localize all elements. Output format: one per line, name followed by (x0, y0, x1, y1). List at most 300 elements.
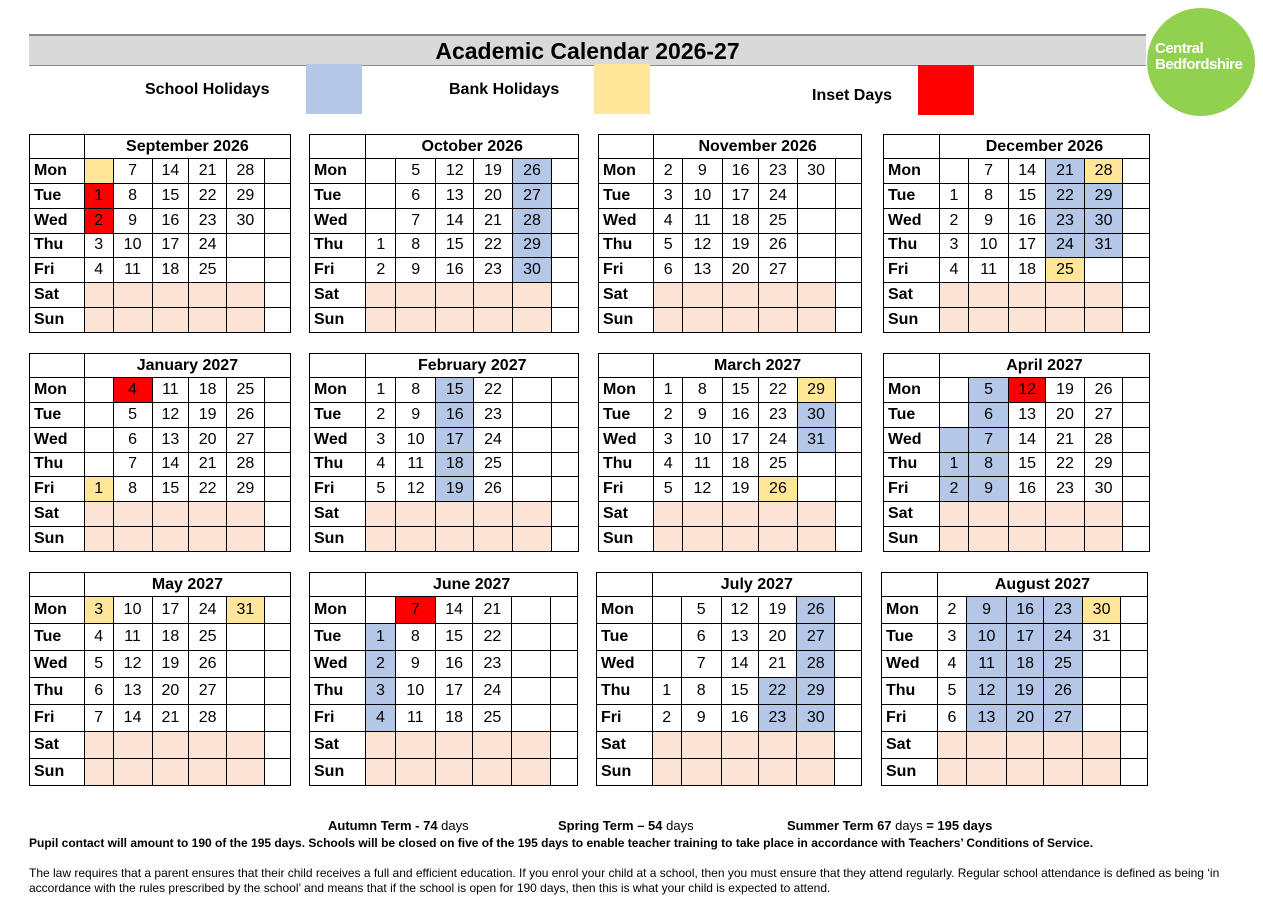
corner-cell (310, 573, 366, 597)
school-holiday-day: 29 (513, 233, 552, 258)
day-cell: 16 (152, 208, 189, 233)
week-day-row (599, 258, 862, 283)
week-day-row (599, 427, 862, 452)
day-cell (797, 477, 835, 502)
day-cell (366, 159, 396, 184)
day-cell: 14 (436, 208, 474, 233)
weekend-cell (969, 308, 1009, 333)
weekend-cell (654, 308, 683, 333)
day-cell (264, 159, 290, 184)
week-day-row (597, 705, 862, 732)
day-label: Tue (30, 402, 85, 427)
day-label: Mon (30, 378, 85, 403)
weekend-cell (654, 502, 683, 527)
day-cell: 23 (759, 159, 797, 184)
week-day-row (884, 183, 1150, 208)
week-day-row (882, 705, 1148, 732)
week-day-row (310, 402, 579, 427)
day-cell: 4 (84, 624, 113, 651)
week-day-row (599, 159, 862, 184)
month-title: April 2027 (939, 354, 1149, 378)
school-holiday-day: 30 (797, 402, 835, 427)
day-cell (264, 597, 290, 624)
day-cell: 4 (654, 208, 683, 233)
day-cell: 14 (1009, 427, 1046, 452)
day-cell (1121, 705, 1148, 732)
day-cell: 7 (113, 452, 152, 477)
day-cell (227, 258, 265, 283)
weekend-cell (1121, 759, 1148, 786)
day-label: Tue (882, 624, 938, 651)
spring-term-unit: days (662, 818, 694, 833)
day-cell: 14 (152, 159, 189, 184)
day-cell (264, 651, 290, 678)
day-cell: 25 (227, 378, 265, 403)
weekend-cell (366, 502, 396, 527)
week-day-row (30, 258, 291, 283)
day-cell (1121, 624, 1148, 651)
day-cell: 28 (189, 705, 227, 732)
day-cell: 3 (939, 233, 968, 258)
week-day-row (599, 477, 862, 502)
corner-cell (884, 354, 940, 378)
day-cell (227, 678, 265, 705)
day-cell: 26 (189, 651, 227, 678)
day-cell (264, 208, 290, 233)
day-cell: 10 (969, 233, 1009, 258)
day-cell: 20 (722, 258, 759, 283)
weekend-cell (967, 732, 1007, 759)
day-cell: 5 (366, 477, 396, 502)
day-cell: 5 (654, 233, 683, 258)
day-cell: 11 (113, 258, 152, 283)
week-day-row (310, 732, 578, 759)
autumn-term-unit: days (437, 818, 469, 833)
weekend-cell (759, 283, 797, 308)
inset-day: 1 (84, 183, 113, 208)
day-cell (835, 452, 861, 477)
inset-day: 4 (113, 378, 152, 403)
week-day-row (310, 527, 579, 552)
month-calendar (881, 572, 1148, 786)
weekend-cell (939, 308, 968, 333)
day-label: Wed (310, 651, 366, 678)
weekend-cell (264, 502, 290, 527)
day-cell (1082, 678, 1121, 705)
day-cell: 20 (1046, 402, 1085, 427)
day-label: Wed (310, 427, 366, 452)
weekend-cell (835, 502, 861, 527)
month-calendar (598, 353, 862, 552)
day-label: Fri (310, 705, 366, 732)
weekend-cell (797, 283, 835, 308)
day-cell (797, 233, 835, 258)
day-cell (835, 233, 861, 258)
day-cell: 26 (1084, 378, 1123, 403)
weekend-cell (721, 732, 758, 759)
day-cell (552, 452, 579, 477)
school-holiday-day: 26 (1044, 678, 1083, 705)
weekend-cell (835, 759, 862, 786)
week-day-row (30, 651, 291, 678)
day-cell (264, 183, 290, 208)
school-holiday-day: 29 (1084, 183, 1123, 208)
day-label: Thu (599, 233, 654, 258)
day-cell: 8 (113, 477, 152, 502)
week-day-row (882, 732, 1148, 759)
month-calendar (29, 134, 291, 333)
week-day-row (310, 283, 579, 308)
day-cell: 1 (366, 378, 396, 403)
day-cell: 9 (396, 258, 436, 283)
day-cell (227, 624, 265, 651)
day-label: Sat (884, 502, 940, 527)
weekend-cell (396, 527, 436, 552)
weekend-cell (683, 283, 722, 308)
day-cell (264, 624, 290, 651)
week-day-row (599, 283, 862, 308)
day-label: Tue (597, 624, 653, 651)
month-title: March 2027 (654, 354, 862, 378)
weekend-cell (227, 502, 265, 527)
day-cell (513, 477, 552, 502)
day-cell: 2 (652, 705, 681, 732)
day-cell: 18 (1009, 258, 1046, 283)
weekend-cell (152, 308, 189, 333)
corner-cell (599, 135, 654, 159)
school-holiday-day: 19 (1007, 678, 1044, 705)
day-label: Thu (310, 452, 366, 477)
day-cell: 18 (435, 705, 473, 732)
day-cell: 24 (759, 427, 797, 452)
day-cell: 13 (436, 183, 474, 208)
day-label: Sun (599, 308, 654, 333)
week-day-row (597, 759, 862, 786)
day-cell: 11 (152, 378, 189, 403)
week-day-row (884, 233, 1150, 258)
week-day-row (30, 308, 291, 333)
day-cell: 20 (474, 183, 513, 208)
day-cell (1082, 651, 1121, 678)
school-holiday-day: 16 (436, 402, 474, 427)
day-label: Mon (310, 378, 366, 403)
week-day-row (599, 183, 862, 208)
day-cell: 24 (189, 597, 227, 624)
day-cell: 2 (937, 597, 966, 624)
school-holiday-day: 27 (797, 624, 835, 651)
pupil-contact-note: Pupil contact will amount to 190 of the 195 days. Schools will be closed on five of the 195 days to enable teacher training to take place in accordance with Teachers’ Conditions of Service. (29, 836, 1094, 850)
weekend-cell (474, 527, 513, 552)
weekend-cell (473, 759, 512, 786)
month-calendar (598, 134, 862, 333)
day-cell (227, 651, 265, 678)
day-cell (835, 678, 862, 705)
week-day-row (310, 208, 579, 233)
bank-holiday-day: 1 (84, 477, 113, 502)
weekend-cell (513, 283, 552, 308)
day-cell: 15 (435, 624, 473, 651)
weekend-cell (1046, 283, 1085, 308)
day-cell: 21 (189, 452, 227, 477)
day-cell (835, 183, 861, 208)
week-day-row (884, 208, 1150, 233)
weekend-cell (1082, 732, 1121, 759)
month-calendar (309, 572, 578, 786)
month-calendar (29, 572, 291, 786)
day-cell: 16 (722, 402, 759, 427)
spring-term-summary (558, 818, 694, 833)
school-holiday-day: 2 (939, 477, 968, 502)
summer-term-label: Summer Term 67 (787, 818, 892, 833)
weekend-cell (513, 308, 552, 333)
day-cell: 19 (152, 651, 189, 678)
week-day-row (884, 502, 1150, 527)
month-calendar (309, 353, 579, 552)
day-cell: 16 (722, 159, 759, 184)
day-cell (264, 378, 290, 403)
day-cell (1121, 678, 1148, 705)
total-days: = 195 days (922, 818, 993, 833)
weekend-cell (1044, 732, 1083, 759)
day-cell: 19 (1046, 378, 1085, 403)
day-cell: 2 (654, 402, 683, 427)
day-cell: 10 (396, 427, 436, 452)
month-title: May 2027 (84, 573, 290, 597)
day-cell (264, 258, 290, 283)
day-cell: 12 (152, 402, 189, 427)
weekend-cell (113, 759, 152, 786)
week-day-row (30, 759, 291, 786)
weekend-cell (835, 527, 861, 552)
week-day-row (310, 378, 579, 403)
weekend-cell (939, 502, 968, 527)
weekend-cell (835, 308, 861, 333)
weekend-cell (189, 308, 227, 333)
day-cell: 9 (681, 705, 721, 732)
weekend-cell (435, 759, 473, 786)
weekend-cell (227, 759, 265, 786)
day-cell: 3 (84, 233, 113, 258)
autumn-term-label: Autumn Term - 74 (328, 818, 438, 833)
day-cell (1123, 378, 1150, 403)
day-cell (513, 378, 552, 403)
day-cell: 23 (474, 402, 513, 427)
week-day-row (310, 159, 579, 184)
weekend-cell (84, 283, 113, 308)
day-cell: 22 (474, 378, 513, 403)
weekend-cell (1123, 283, 1150, 308)
week-day-row (310, 705, 578, 732)
day-cell: 27 (759, 258, 797, 283)
weekend-cell (722, 527, 759, 552)
weekend-cell (1046, 502, 1085, 527)
weekend-cell (152, 759, 189, 786)
day-cell: 6 (84, 678, 113, 705)
day-cell (227, 705, 265, 732)
weekend-cell (835, 732, 862, 759)
day-cell: 7 (84, 705, 113, 732)
spring-term-label: Spring Term – 54 (558, 818, 663, 833)
summer-term-summary (787, 818, 992, 833)
weekend-cell (758, 759, 796, 786)
day-cell: 17 (1009, 233, 1046, 258)
weekend-cell (1123, 502, 1150, 527)
month-calendar (29, 353, 291, 552)
day-label: Sun (597, 759, 653, 786)
week-day-row (884, 283, 1150, 308)
day-cell (264, 678, 290, 705)
month-title: September 2026 (84, 135, 290, 159)
day-cell: 1 (939, 183, 968, 208)
week-day-row (884, 308, 1150, 333)
weekend-cell (722, 283, 759, 308)
month-calendar (596, 572, 862, 786)
weekend-cell (759, 502, 797, 527)
day-cell (551, 678, 578, 705)
day-cell: 23 (189, 208, 227, 233)
weekend-cell (264, 308, 290, 333)
day-label: Wed (599, 427, 654, 452)
weekend-cell (1123, 527, 1150, 552)
day-label: Thu (597, 678, 653, 705)
school-holiday-day: 9 (967, 597, 1007, 624)
weekend-cell (1084, 502, 1123, 527)
month-title: December 2026 (939, 135, 1149, 159)
day-cell: 18 (189, 378, 227, 403)
day-cell: 25 (474, 452, 513, 477)
day-label: Sat (30, 502, 85, 527)
day-cell (366, 208, 396, 233)
day-cell: 2 (366, 258, 396, 283)
day-label: Sun (310, 759, 366, 786)
day-label: Tue (310, 624, 366, 651)
weekend-cell (652, 759, 681, 786)
day-cell (513, 427, 552, 452)
school-holiday-day: 26 (797, 597, 835, 624)
weekend-cell (835, 283, 861, 308)
day-cell (1123, 427, 1150, 452)
day-cell: 17 (722, 427, 759, 452)
day-cell (835, 477, 861, 502)
day-cell: 18 (722, 452, 759, 477)
weekend-cell (473, 732, 512, 759)
weekend-cell (227, 283, 265, 308)
week-day-row (310, 678, 578, 705)
week-day-row (310, 427, 579, 452)
day-cell (264, 233, 290, 258)
day-cell: 14 (1009, 159, 1046, 184)
day-cell (797, 183, 835, 208)
day-cell: 25 (759, 208, 797, 233)
day-label: Sun (30, 527, 85, 552)
day-cell: 8 (113, 183, 152, 208)
day-cell: 3 (654, 183, 683, 208)
day-cell (366, 597, 395, 624)
week-day-row (30, 208, 291, 233)
day-cell: 27 (227, 427, 265, 452)
day-cell: 10 (683, 183, 722, 208)
month-calendar (883, 353, 1150, 552)
week-day-row (599, 502, 862, 527)
weekend-cell (512, 732, 551, 759)
weekend-cell (84, 759, 113, 786)
corner-cell (597, 573, 653, 597)
day-cell: 2 (939, 208, 968, 233)
day-cell (652, 624, 681, 651)
week-day-row (30, 527, 291, 552)
day-cell (551, 705, 578, 732)
weekend-cell (1046, 527, 1085, 552)
week-day-row (310, 183, 579, 208)
day-label: Mon (310, 159, 366, 184)
weekend-cell (395, 732, 435, 759)
day-cell: 8 (681, 678, 721, 705)
day-label: Sun (30, 759, 85, 786)
day-cell (835, 705, 862, 732)
month-title: June 2027 (366, 573, 578, 597)
week-day-row (310, 233, 579, 258)
week-day-row (597, 732, 862, 759)
day-cell: 15 (722, 378, 759, 403)
day-label: Mon (597, 597, 653, 624)
day-cell (797, 258, 835, 283)
weekend-cell (84, 308, 113, 333)
day-cell: 5 (654, 477, 683, 502)
day-cell: 17 (722, 183, 759, 208)
day-cell: 19 (474, 159, 513, 184)
school-holiday-day: 30 (797, 705, 835, 732)
weekend-cell (152, 527, 189, 552)
month-title: November 2026 (654, 135, 862, 159)
day-label: Wed (310, 208, 366, 233)
day-cell (1121, 651, 1148, 678)
page-title: Academic Calendar 2026-27 (29, 34, 1146, 66)
corner-cell (30, 573, 85, 597)
day-label: Tue (30, 624, 85, 651)
weekend-cell (152, 732, 189, 759)
school-holiday-day: 23 (1044, 597, 1083, 624)
week-day-row (882, 651, 1148, 678)
day-label: Fri (30, 258, 85, 283)
day-label: Wed (884, 208, 940, 233)
day-label: Sat (599, 502, 654, 527)
day-cell: 14 (152, 452, 189, 477)
day-cell (84, 427, 113, 452)
day-label: Thu (882, 678, 938, 705)
week-day-row (882, 678, 1148, 705)
day-cell: 5 (937, 678, 966, 705)
day-cell: 4 (939, 258, 968, 283)
day-cell: 4 (84, 258, 113, 283)
school-holiday-day: 22 (1046, 183, 1085, 208)
school-holiday-day: 15 (436, 378, 474, 403)
week-day-row (30, 378, 291, 403)
day-cell (264, 402, 290, 427)
day-cell (797, 208, 835, 233)
day-label: Sat (599, 283, 654, 308)
day-cell: 27 (189, 678, 227, 705)
weekend-cell (683, 308, 722, 333)
week-day-row (884, 258, 1150, 283)
day-label: Fri (599, 477, 654, 502)
weekend-cell (1007, 732, 1044, 759)
weekend-cell (436, 502, 474, 527)
weekend-cell (189, 283, 227, 308)
weekend-cell (152, 502, 189, 527)
day-label: Tue (310, 183, 366, 208)
weekend-cell (189, 527, 227, 552)
day-cell: 12 (683, 477, 722, 502)
